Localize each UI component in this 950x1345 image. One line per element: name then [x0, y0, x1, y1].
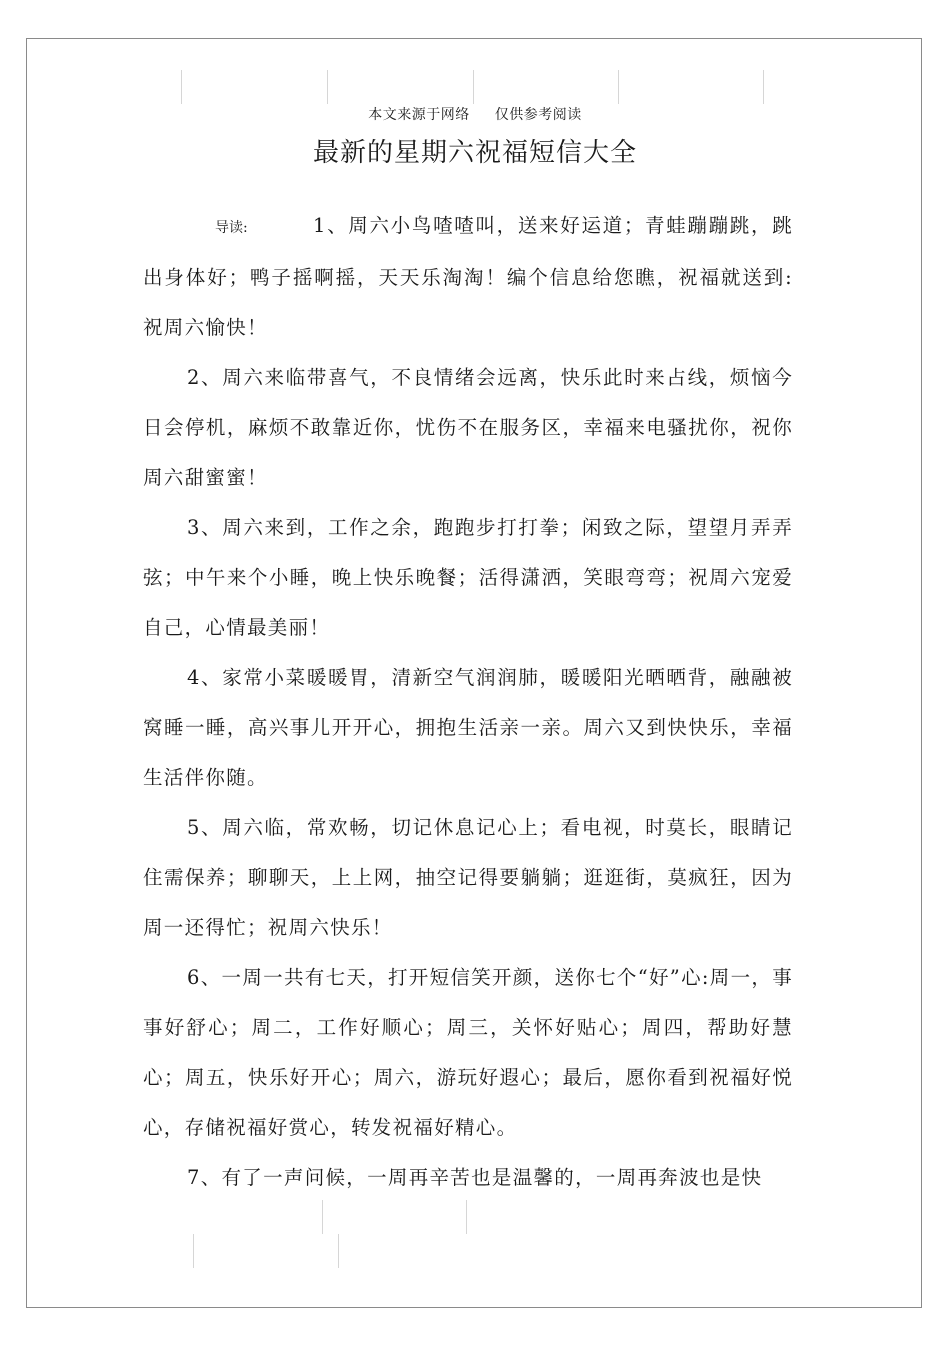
paragraph-text: 1、周六小鸟喳喳叫，送来好运道；青蛙蹦蹦跳，跳出身体好；鸭子摇啊摇，天天乐淘淘！编个信息给您瞧，祝福就送到:祝周六愉快！ [143, 214, 793, 339]
paragraph: 5、周六临，常欢畅，切记休息记心上；看电视，时莫长，眼睛记住需保养；聊聊天，上上网，抽空记得要躺躺；逛逛街，莫疯狂，因为周一还得忙；祝周六快乐！ [143, 816, 793, 939]
source-note: 本文来源于网络 [368, 107, 470, 123]
document-body [143, 201, 793, 1203]
paragraph: 2、周六来临带喜气，不良情绪会远离，快乐此时来占线，烦恼今日会停机，麻烦不敢靠近你，忧伤不在服务区，幸福来电骚扰你，祝你周六甜蜜蜜！ [143, 366, 793, 489]
top-tick-mark [327, 70, 328, 104]
paragraph: 3、周六来到，工作之余，跑跑步打打拳；闲致之际，望望月弄弄弦；中午来个小睡，晚上快乐晚餐；活得潇洒，笑眼弯弯；祝周六宠爱自己，心情最美丽！ [143, 516, 793, 639]
top-tick-mark [618, 70, 619, 104]
top-tick-mark [473, 70, 474, 104]
bottom-tick-mark [322, 1200, 323, 1234]
paragraph [143, 201, 793, 353]
header-note [0, 104, 950, 124]
paragraph: 6、一周一共有七天，打开短信笑开颜，送你七个“好”心:周一，事事好舒心；周二，工作好顺心；周三，关怀好贴心；周四，帮助好慧心；周五，快乐好开心；周六，游玩好遐心；最后，愿你看到祝福好悦心，存储祝福好赏心，转发祝福好精心。 [143, 966, 793, 1139]
reference-note: 仅供参考阅读 [494, 107, 582, 123]
bottom-tick-mark [193, 1234, 194, 1268]
bottom-tick-mark [338, 1234, 339, 1268]
top-tick-mark [763, 70, 764, 104]
paragraph: 7、有了一声问候，一周再辛苦也是温馨的，一周再奔波也是快 [187, 1166, 763, 1189]
paragraph: 4、家常小菜暖暖胃，清新空气润润肺，暖暖阳光晒晒背，融融被窝睡一睡，高兴事儿开开心，拥抱生活亲一亲。周六又到快快乐，幸福生活伴你随。 [143, 666, 793, 789]
document-title: 最新的星期六祝福短信大全 [312, 138, 637, 168]
intro-label: 导读: [215, 220, 248, 236]
bottom-tick-mark [466, 1200, 467, 1234]
top-tick-mark [181, 70, 182, 104]
